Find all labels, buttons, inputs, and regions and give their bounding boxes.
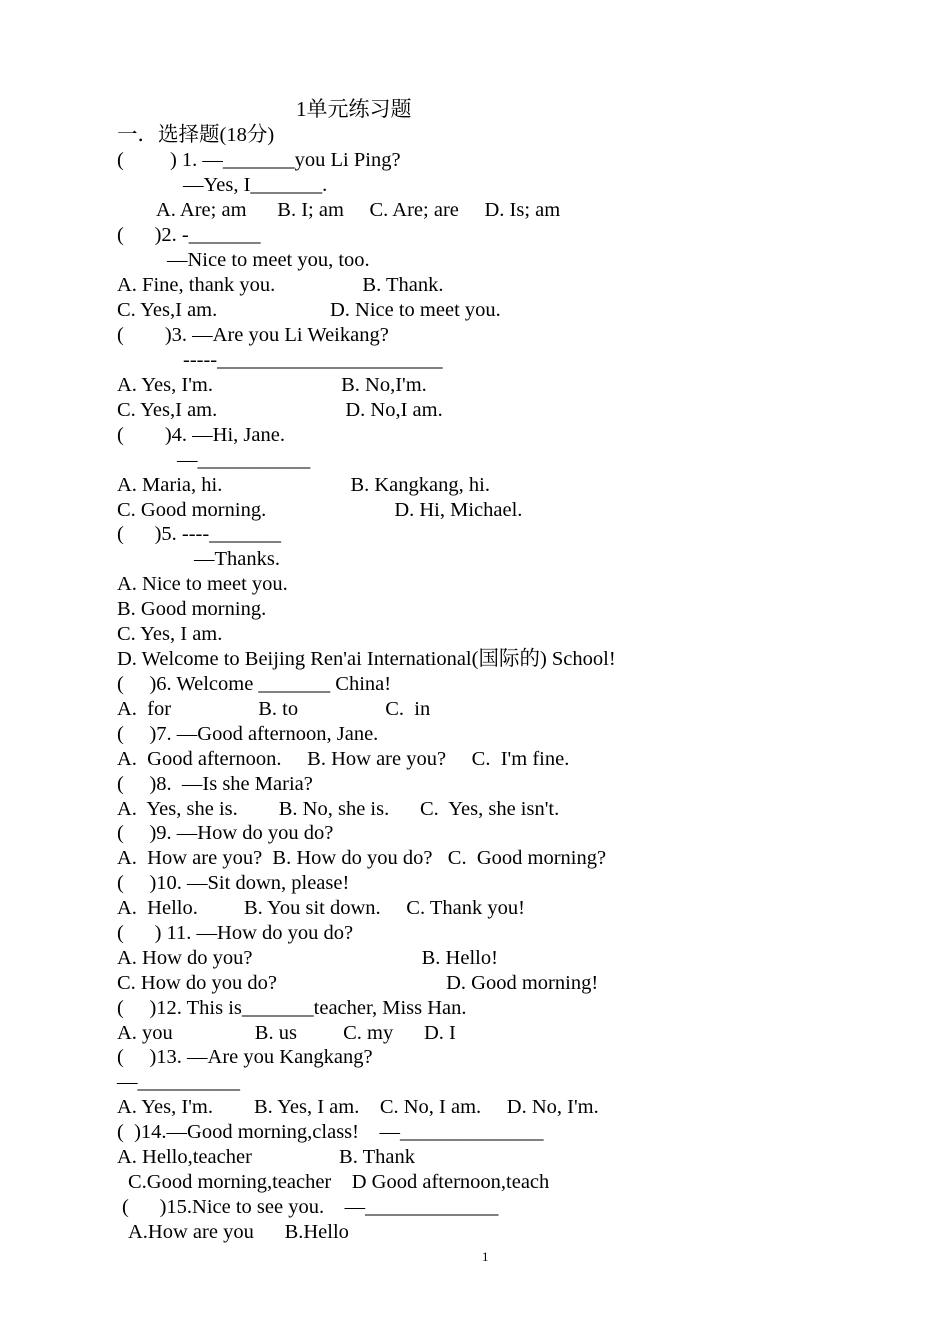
q11-options-cd: C. How do you do? D. Good morning! <box>117 972 599 994</box>
q9-prompt: ( )9. —How do you do? <box>117 822 334 844</box>
q5-option-c: C. Yes, I am. <box>117 623 223 645</box>
q2-options-cd: C. Yes,I am. D. Nice to meet you. <box>117 299 501 321</box>
page-number: 1 <box>482 1249 489 1264</box>
q14-prompt: ( )14.—Good morning,class! —______________ <box>117 1121 544 1143</box>
q12-prompt: ( )12. This is_______teacher, Miss Han. <box>117 997 467 1019</box>
q5-option-a: A. Nice to meet you. <box>117 573 288 595</box>
q1-response: —Yes, I_______. <box>183 174 328 196</box>
page-title: 1单元练习题 <box>296 97 412 121</box>
q13-prompt: ( )13. —Are you Kangkang? <box>117 1046 373 1068</box>
q4-response: —___________ <box>177 449 311 471</box>
section-heading: 一．选择题(18分) <box>117 124 275 146</box>
q5-response: —Thanks. <box>194 548 280 570</box>
q4-options-cd: C. Good morning. D. Hi, Michael. <box>117 499 523 521</box>
q9-options: A. How are you? B. How do you do? C. Good morning? <box>117 847 607 869</box>
q13-response: —__________ <box>117 1071 240 1093</box>
q11-options-ab: A. How do you? B. Hello! <box>117 947 498 969</box>
q7-options: A. Good afternoon. B. How are you? C. I'm fine. <box>117 748 570 770</box>
q2-options-ab: A. Fine, thank you. B. Thank. <box>117 274 444 296</box>
q12-options: A. you B. us C. my D. I <box>117 1022 456 1044</box>
q10-prompt: ( )10. —Sit down, please! <box>117 872 350 894</box>
q8-prompt: ( )8. —Is she Maria? <box>117 773 313 795</box>
q13-options: A. Yes, I'm. B. Yes, I am. C. No, I am. D. No, I'm. <box>117 1096 599 1118</box>
q15-prompt: ( )15.Nice to see you. —_____________ <box>122 1196 499 1218</box>
q4-prompt: ( )4. —Hi, Jane. <box>117 424 285 446</box>
q2-prompt: ( )2. -_______ <box>117 224 261 246</box>
q5-prompt: ( )5. ----_______ <box>117 523 281 545</box>
q15-options: A.How are you B.Hello <box>128 1221 349 1243</box>
q8-options: A. Yes, she is. B. No, she is. C. Yes, she isn't. <box>117 798 560 820</box>
q3-options-ab: A. Yes, I'm. B. No,I'm. <box>117 374 427 396</box>
q4-options-ab: A. Maria, hi. B. Kangkang, hi. <box>117 474 490 496</box>
q3-prompt: ( )3. —Are you Li Weikang? <box>117 324 389 346</box>
q3-options-cd: C. Yes,I am. D. No,I am. <box>117 399 443 421</box>
q5-option-d: D. Welcome to Beijing Ren'ai International(国际的) School! <box>117 648 616 670</box>
q14-options-ab: A. Hello,teacher B. Thank <box>117 1146 415 1168</box>
q2-response: —Nice to meet you, too. <box>167 249 370 271</box>
q6-prompt: ( )6. Welcome _______ China! <box>117 673 392 695</box>
q11-prompt: ( ) 11. —How do you do? <box>117 922 354 944</box>
q6-options: A. for B. to C. in <box>117 698 431 720</box>
q3-response: -----______________________ <box>183 349 443 371</box>
q1-prompt: ( ) 1. —_______you Li Ping? <box>117 149 401 171</box>
q14-options-cd: C.Good morning,teacher D Good afternoon,teach <box>128 1171 550 1193</box>
q7-prompt: ( )7. —Good afternoon, Jane. <box>117 723 379 745</box>
q5-option-b: B. Good morning. <box>117 598 267 620</box>
q10-options: A. Hello. B. You sit down. C. Thank you! <box>117 897 525 919</box>
q1-options: A. Are; am B. I; am C. Are; are D. Is; am <box>156 199 561 221</box>
